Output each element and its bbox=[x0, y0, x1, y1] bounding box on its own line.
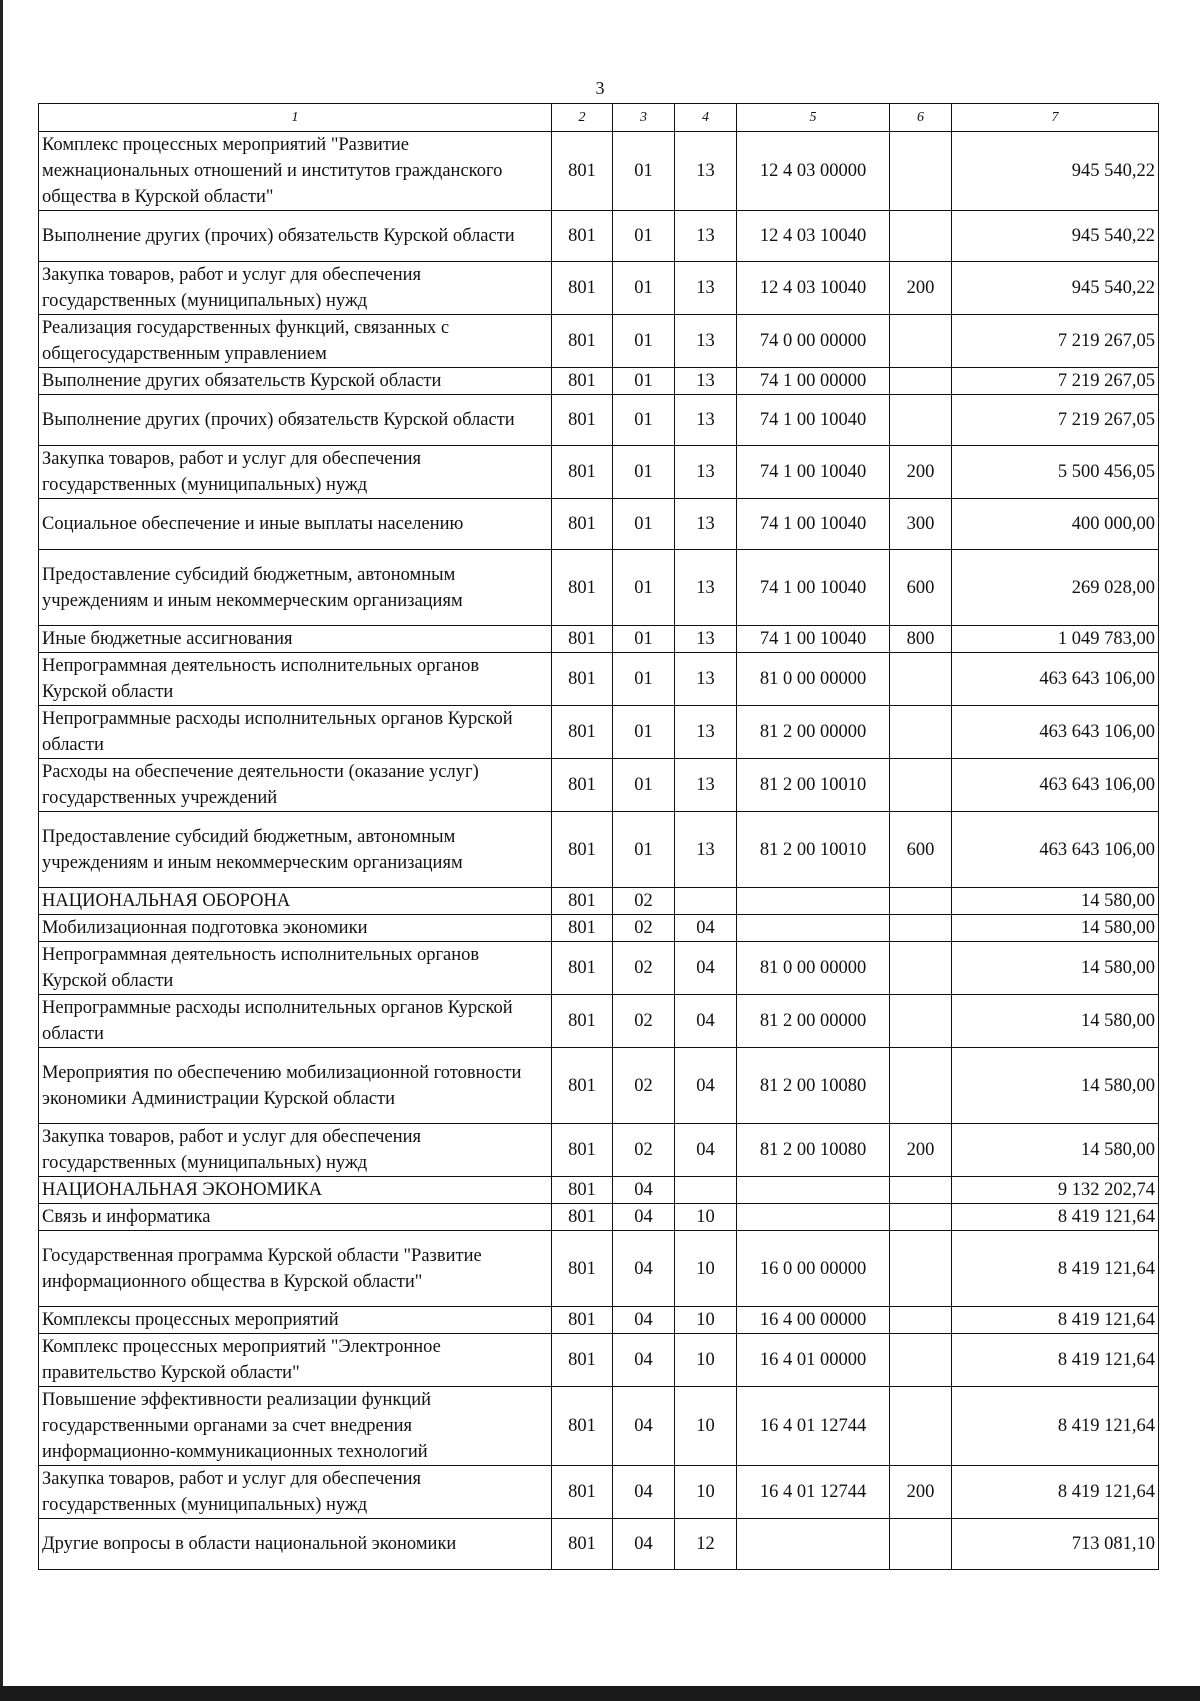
row-description: НАЦИОНАЛЬНАЯ ЭКОНОМИКА bbox=[39, 1177, 552, 1204]
amount: 463 643 106,00 bbox=[952, 653, 1159, 706]
row-description: Комплекс процессных мероприятий "Развитие межнациональных отношений и институтов гражданского общества в Курской области" bbox=[39, 132, 552, 211]
amount: 7 219 267,05 bbox=[952, 368, 1159, 395]
target-article-code bbox=[737, 1204, 890, 1231]
amount: 945 540,22 bbox=[952, 262, 1159, 315]
amount: 945 540,22 bbox=[952, 132, 1159, 211]
ministry-code: 801 bbox=[552, 1048, 613, 1124]
expense-type-code bbox=[890, 915, 952, 942]
section-code: 01 bbox=[613, 706, 675, 759]
expense-type-code: 200 bbox=[890, 1124, 952, 1177]
amount: 8 419 121,64 bbox=[952, 1466, 1159, 1519]
section-code: 01 bbox=[613, 262, 675, 315]
column-header-1: 1 bbox=[39, 104, 552, 132]
section-code: 01 bbox=[613, 653, 675, 706]
target-article-code bbox=[737, 1177, 890, 1204]
target-article-code: 74 1 00 00000 bbox=[737, 368, 890, 395]
subsection-code: 13 bbox=[675, 368, 737, 395]
target-article-code: 12 4 03 00000 bbox=[737, 132, 890, 211]
ministry-code: 801 bbox=[552, 995, 613, 1048]
subsection-code: 10 bbox=[675, 1334, 737, 1387]
target-article-code: 81 0 00 00000 bbox=[737, 942, 890, 995]
row-description: Комплексы процессных мероприятий bbox=[39, 1307, 552, 1334]
subsection-code: 13 bbox=[675, 626, 737, 653]
table-row bbox=[39, 995, 1159, 1048]
table-row bbox=[39, 315, 1159, 368]
expense-type-code bbox=[890, 1231, 952, 1307]
amount: 14 580,00 bbox=[952, 888, 1159, 915]
subsection-code: 13 bbox=[675, 653, 737, 706]
section-code: 01 bbox=[613, 499, 675, 550]
row-description: Социальное обеспечение и иные выплаты населению bbox=[39, 499, 552, 550]
section-code: 01 bbox=[613, 626, 675, 653]
target-article-code: 16 4 01 12744 bbox=[737, 1387, 890, 1466]
table-row bbox=[39, 550, 1159, 626]
expense-type-code bbox=[890, 1204, 952, 1231]
table-row bbox=[39, 368, 1159, 395]
ministry-code: 801 bbox=[552, 1466, 613, 1519]
table-row bbox=[39, 395, 1159, 446]
table-row bbox=[39, 1387, 1159, 1466]
target-article-code: 12 4 03 10040 bbox=[737, 262, 890, 315]
section-code: 02 bbox=[613, 888, 675, 915]
target-article-code bbox=[737, 888, 890, 915]
ministry-code: 801 bbox=[552, 1519, 613, 1570]
row-description: Выполнение других (прочих) обязательств Курской области bbox=[39, 395, 552, 446]
subsection-code bbox=[675, 1177, 737, 1204]
amount: 8 419 121,64 bbox=[952, 1204, 1159, 1231]
amount: 14 580,00 bbox=[952, 1124, 1159, 1177]
ministry-code: 801 bbox=[552, 550, 613, 626]
ministry-code: 801 bbox=[552, 446, 613, 499]
section-code: 01 bbox=[613, 759, 675, 812]
expense-type-code: 600 bbox=[890, 550, 952, 626]
ministry-code: 801 bbox=[552, 653, 613, 706]
table-row bbox=[39, 1519, 1159, 1570]
ministry-code: 801 bbox=[552, 759, 613, 812]
amount: 5 500 456,05 bbox=[952, 446, 1159, 499]
target-article-code: 74 0 00 00000 bbox=[737, 315, 890, 368]
row-description: Реализация государственных функций, связанных с общегосударственным управлением bbox=[39, 315, 552, 368]
amount: 14 580,00 bbox=[952, 942, 1159, 995]
expense-type-code bbox=[890, 132, 952, 211]
row-description: Закупка товаров, работ и услуг для обеспечения государственных (муниципальных) нужд bbox=[39, 1466, 552, 1519]
target-article-code: 81 2 00 10010 bbox=[737, 759, 890, 812]
amount: 7 219 267,05 bbox=[952, 395, 1159, 446]
ministry-code: 801 bbox=[552, 132, 613, 211]
ministry-code: 801 bbox=[552, 395, 613, 446]
subsection-code: 13 bbox=[675, 262, 737, 315]
section-code: 02 bbox=[613, 942, 675, 995]
ministry-code: 801 bbox=[552, 812, 613, 888]
table-row bbox=[39, 888, 1159, 915]
ministry-code: 801 bbox=[552, 915, 613, 942]
section-code: 04 bbox=[613, 1387, 675, 1466]
target-article-code: 16 4 01 12744 bbox=[737, 1466, 890, 1519]
section-code: 01 bbox=[613, 315, 675, 368]
amount: 8 419 121,64 bbox=[952, 1231, 1159, 1307]
row-description: Предоставление субсидий бюджетным, автономным учреждениям и иным некоммерческим организациям bbox=[39, 812, 552, 888]
row-description: Выполнение других (прочих) обязательств Курской области bbox=[39, 211, 552, 262]
row-description: НАЦИОНАЛЬНАЯ ОБОРОНА bbox=[39, 888, 552, 915]
target-article-code: 81 2 00 10080 bbox=[737, 1048, 890, 1124]
section-code: 01 bbox=[613, 812, 675, 888]
subsection-code: 04 bbox=[675, 1048, 737, 1124]
subsection-code: 13 bbox=[675, 395, 737, 446]
row-description: Непрограммная деятельность исполнительных органов Курской области bbox=[39, 942, 552, 995]
amount: 463 643 106,00 bbox=[952, 706, 1159, 759]
expense-type-code bbox=[890, 1519, 952, 1570]
table-row bbox=[39, 1177, 1159, 1204]
target-article-code: 81 2 00 10010 bbox=[737, 812, 890, 888]
subsection-code: 04 bbox=[675, 942, 737, 995]
header-row bbox=[39, 104, 1159, 132]
scan-left-edge bbox=[0, 0, 3, 1701]
ministry-code: 801 bbox=[552, 211, 613, 262]
amount: 14 580,00 bbox=[952, 1048, 1159, 1124]
row-description: Закупка товаров, работ и услуг для обеспечения государственных (муниципальных) нужд bbox=[39, 1124, 552, 1177]
amount: 8 419 121,64 bbox=[952, 1334, 1159, 1387]
table-row bbox=[39, 626, 1159, 653]
expense-type-code bbox=[890, 706, 952, 759]
expense-type-code: 200 bbox=[890, 1466, 952, 1519]
subsection-code: 12 bbox=[675, 1519, 737, 1570]
table-row bbox=[39, 915, 1159, 942]
expense-type-code: 200 bbox=[890, 446, 952, 499]
table-row bbox=[39, 759, 1159, 812]
target-article-code: 81 2 00 00000 bbox=[737, 706, 890, 759]
table-row bbox=[39, 706, 1159, 759]
table-row bbox=[39, 942, 1159, 995]
table-row bbox=[39, 446, 1159, 499]
target-article-code: 74 1 00 10040 bbox=[737, 499, 890, 550]
row-description: Непрограммная деятельность исполнительных органов Курской области bbox=[39, 653, 552, 706]
expense-type-code bbox=[890, 1048, 952, 1124]
section-code: 04 bbox=[613, 1204, 675, 1231]
expense-type-code bbox=[890, 395, 952, 446]
ministry-code: 801 bbox=[552, 368, 613, 395]
section-code: 01 bbox=[613, 446, 675, 499]
table-row bbox=[39, 262, 1159, 315]
subsection-code: 10 bbox=[675, 1204, 737, 1231]
subsection-code: 13 bbox=[675, 759, 737, 812]
ministry-code: 801 bbox=[552, 626, 613, 653]
section-code: 01 bbox=[613, 368, 675, 395]
section-code: 04 bbox=[613, 1466, 675, 1519]
target-article-code: 81 0 00 00000 bbox=[737, 653, 890, 706]
row-description: Комплекс процессных мероприятий "Электронное правительство Курской области" bbox=[39, 1334, 552, 1387]
table-body bbox=[39, 132, 1159, 1570]
budget-table bbox=[38, 103, 1159, 1570]
amount: 400 000,00 bbox=[952, 499, 1159, 550]
table-row bbox=[39, 1307, 1159, 1334]
target-article-code: 12 4 03 10040 bbox=[737, 211, 890, 262]
section-code: 02 bbox=[613, 1048, 675, 1124]
row-description: Закупка товаров, работ и услуг для обеспечения государственных (муниципальных) нужд bbox=[39, 446, 552, 499]
ministry-code: 801 bbox=[552, 499, 613, 550]
target-article-code: 74 1 00 10040 bbox=[737, 626, 890, 653]
section-code: 04 bbox=[613, 1177, 675, 1204]
expense-type-code bbox=[890, 211, 952, 262]
expense-type-code bbox=[890, 653, 952, 706]
ministry-code: 801 bbox=[552, 262, 613, 315]
section-code: 01 bbox=[613, 211, 675, 262]
row-description: Выполнение других обязательств Курской области bbox=[39, 368, 552, 395]
scan-bottom-edge bbox=[0, 1686, 1200, 1701]
expense-type-code bbox=[890, 1387, 952, 1466]
table-row bbox=[39, 211, 1159, 262]
table-row bbox=[39, 812, 1159, 888]
row-description: Закупка товаров, работ и услуг для обеспечения государственных (муниципальных) нужд bbox=[39, 262, 552, 315]
subsection-code: 04 bbox=[675, 1124, 737, 1177]
amount: 463 643 106,00 bbox=[952, 812, 1159, 888]
expense-type-code bbox=[890, 368, 952, 395]
subsection-code: 10 bbox=[675, 1307, 737, 1334]
subsection-code: 10 bbox=[675, 1231, 737, 1307]
target-article-code: 74 1 00 10040 bbox=[737, 550, 890, 626]
target-article-code: 81 2 00 10080 bbox=[737, 1124, 890, 1177]
table-row bbox=[39, 132, 1159, 211]
ministry-code: 801 bbox=[552, 1387, 613, 1466]
section-code: 04 bbox=[613, 1231, 675, 1307]
section-code: 04 bbox=[613, 1334, 675, 1387]
target-article-code: 16 4 01 00000 bbox=[737, 1334, 890, 1387]
subsection-code: 13 bbox=[675, 550, 737, 626]
expense-type-code bbox=[890, 942, 952, 995]
target-article-code: 81 2 00 00000 bbox=[737, 995, 890, 1048]
subsection-code: 13 bbox=[675, 499, 737, 550]
ministry-code: 801 bbox=[552, 942, 613, 995]
amount: 14 580,00 bbox=[952, 995, 1159, 1048]
amount: 269 028,00 bbox=[952, 550, 1159, 626]
row-description: Непрограммные расходы исполнительных органов Курской области bbox=[39, 995, 552, 1048]
target-article-code: 16 0 00 00000 bbox=[737, 1231, 890, 1307]
amount: 14 580,00 bbox=[952, 915, 1159, 942]
row-description: Мобилизационная подготовка экономики bbox=[39, 915, 552, 942]
expense-type-code bbox=[890, 995, 952, 1048]
row-description: Мероприятия по обеспечению мобилизационной готовности экономики Администрации Курской области bbox=[39, 1048, 552, 1124]
row-description: Иные бюджетные ассигнования bbox=[39, 626, 552, 653]
table-row bbox=[39, 1124, 1159, 1177]
subsection-code: 13 bbox=[675, 706, 737, 759]
section-code: 02 bbox=[613, 915, 675, 942]
target-article-code: 74 1 00 10040 bbox=[737, 446, 890, 499]
column-header-4: 4 bbox=[675, 104, 737, 132]
expense-type-code bbox=[890, 315, 952, 368]
expense-type-code bbox=[890, 1177, 952, 1204]
target-article-code bbox=[737, 915, 890, 942]
row-description: Расходы на обеспечение деятельности (оказание услуг) государственных учреждений bbox=[39, 759, 552, 812]
expense-type-code: 300 bbox=[890, 499, 952, 550]
amount: 9 132 202,74 bbox=[952, 1177, 1159, 1204]
subsection-code: 10 bbox=[675, 1387, 737, 1466]
column-header-5: 5 bbox=[737, 104, 890, 132]
ministry-code: 801 bbox=[552, 1334, 613, 1387]
amount: 8 419 121,64 bbox=[952, 1387, 1159, 1466]
table-row bbox=[39, 499, 1159, 550]
table-row bbox=[39, 653, 1159, 706]
amount: 8 419 121,64 bbox=[952, 1307, 1159, 1334]
table-row bbox=[39, 1204, 1159, 1231]
table-row bbox=[39, 1048, 1159, 1124]
expense-type-code bbox=[890, 888, 952, 915]
row-description: Предоставление субсидий бюджетным, автономным учреждениям и иным некоммерческим организациям bbox=[39, 550, 552, 626]
row-description: Связь и информатика bbox=[39, 1204, 552, 1231]
ministry-code: 801 bbox=[552, 1177, 613, 1204]
subsection-code: 13 bbox=[675, 446, 737, 499]
amount: 463 643 106,00 bbox=[952, 759, 1159, 812]
section-code: 01 bbox=[613, 395, 675, 446]
section-code: 01 bbox=[613, 132, 675, 211]
expense-type-code: 800 bbox=[890, 626, 952, 653]
column-header-7: 7 bbox=[952, 104, 1159, 132]
row-description: Непрограммные расходы исполнительных органов Курской области bbox=[39, 706, 552, 759]
column-header-3: 3 bbox=[613, 104, 675, 132]
ministry-code: 801 bbox=[552, 1307, 613, 1334]
subsection-code: 13 bbox=[675, 315, 737, 368]
amount: 945 540,22 bbox=[952, 211, 1159, 262]
target-article-code: 74 1 00 10040 bbox=[737, 395, 890, 446]
table-row bbox=[39, 1466, 1159, 1519]
expense-type-code: 200 bbox=[890, 262, 952, 315]
ministry-code: 801 bbox=[552, 1124, 613, 1177]
table-row bbox=[39, 1334, 1159, 1387]
expense-type-code bbox=[890, 759, 952, 812]
section-code: 04 bbox=[613, 1519, 675, 1570]
subsection-code: 10 bbox=[675, 1466, 737, 1519]
section-code: 01 bbox=[613, 550, 675, 626]
table-row bbox=[39, 1231, 1159, 1307]
subsection-code: 13 bbox=[675, 132, 737, 211]
subsection-code bbox=[675, 888, 737, 915]
row-description: Государственная программа Курской области "Развитие информационного общества в Курской области" bbox=[39, 1231, 552, 1307]
target-article-code: 16 4 00 00000 bbox=[737, 1307, 890, 1334]
column-header-2: 2 bbox=[552, 104, 613, 132]
column-header-6: 6 bbox=[890, 104, 952, 132]
expense-type-code: 600 bbox=[890, 812, 952, 888]
target-article-code bbox=[737, 1519, 890, 1570]
row-description: Повышение эффективности реализации функций государственными органами за счет внедрения информационно-коммуникационных технологий bbox=[39, 1387, 552, 1466]
amount: 7 219 267,05 bbox=[952, 315, 1159, 368]
row-description: Другие вопросы в области национальной экономики bbox=[39, 1519, 552, 1570]
ministry-code: 801 bbox=[552, 1204, 613, 1231]
ministry-code: 801 bbox=[552, 706, 613, 759]
section-code: 02 bbox=[613, 995, 675, 1048]
expense-type-code bbox=[890, 1307, 952, 1334]
amount: 1 049 783,00 bbox=[952, 626, 1159, 653]
amount: 713 081,10 bbox=[952, 1519, 1159, 1570]
subsection-code: 13 bbox=[675, 812, 737, 888]
page-number: 3 bbox=[595, 78, 605, 98]
section-code: 04 bbox=[613, 1307, 675, 1334]
subsection-code: 04 bbox=[675, 915, 737, 942]
ministry-code: 801 bbox=[552, 1231, 613, 1307]
ministry-code: 801 bbox=[552, 888, 613, 915]
subsection-code: 04 bbox=[675, 995, 737, 1048]
subsection-code: 13 bbox=[675, 211, 737, 262]
ministry-code: 801 bbox=[552, 315, 613, 368]
expense-type-code bbox=[890, 1334, 952, 1387]
section-code: 02 bbox=[613, 1124, 675, 1177]
